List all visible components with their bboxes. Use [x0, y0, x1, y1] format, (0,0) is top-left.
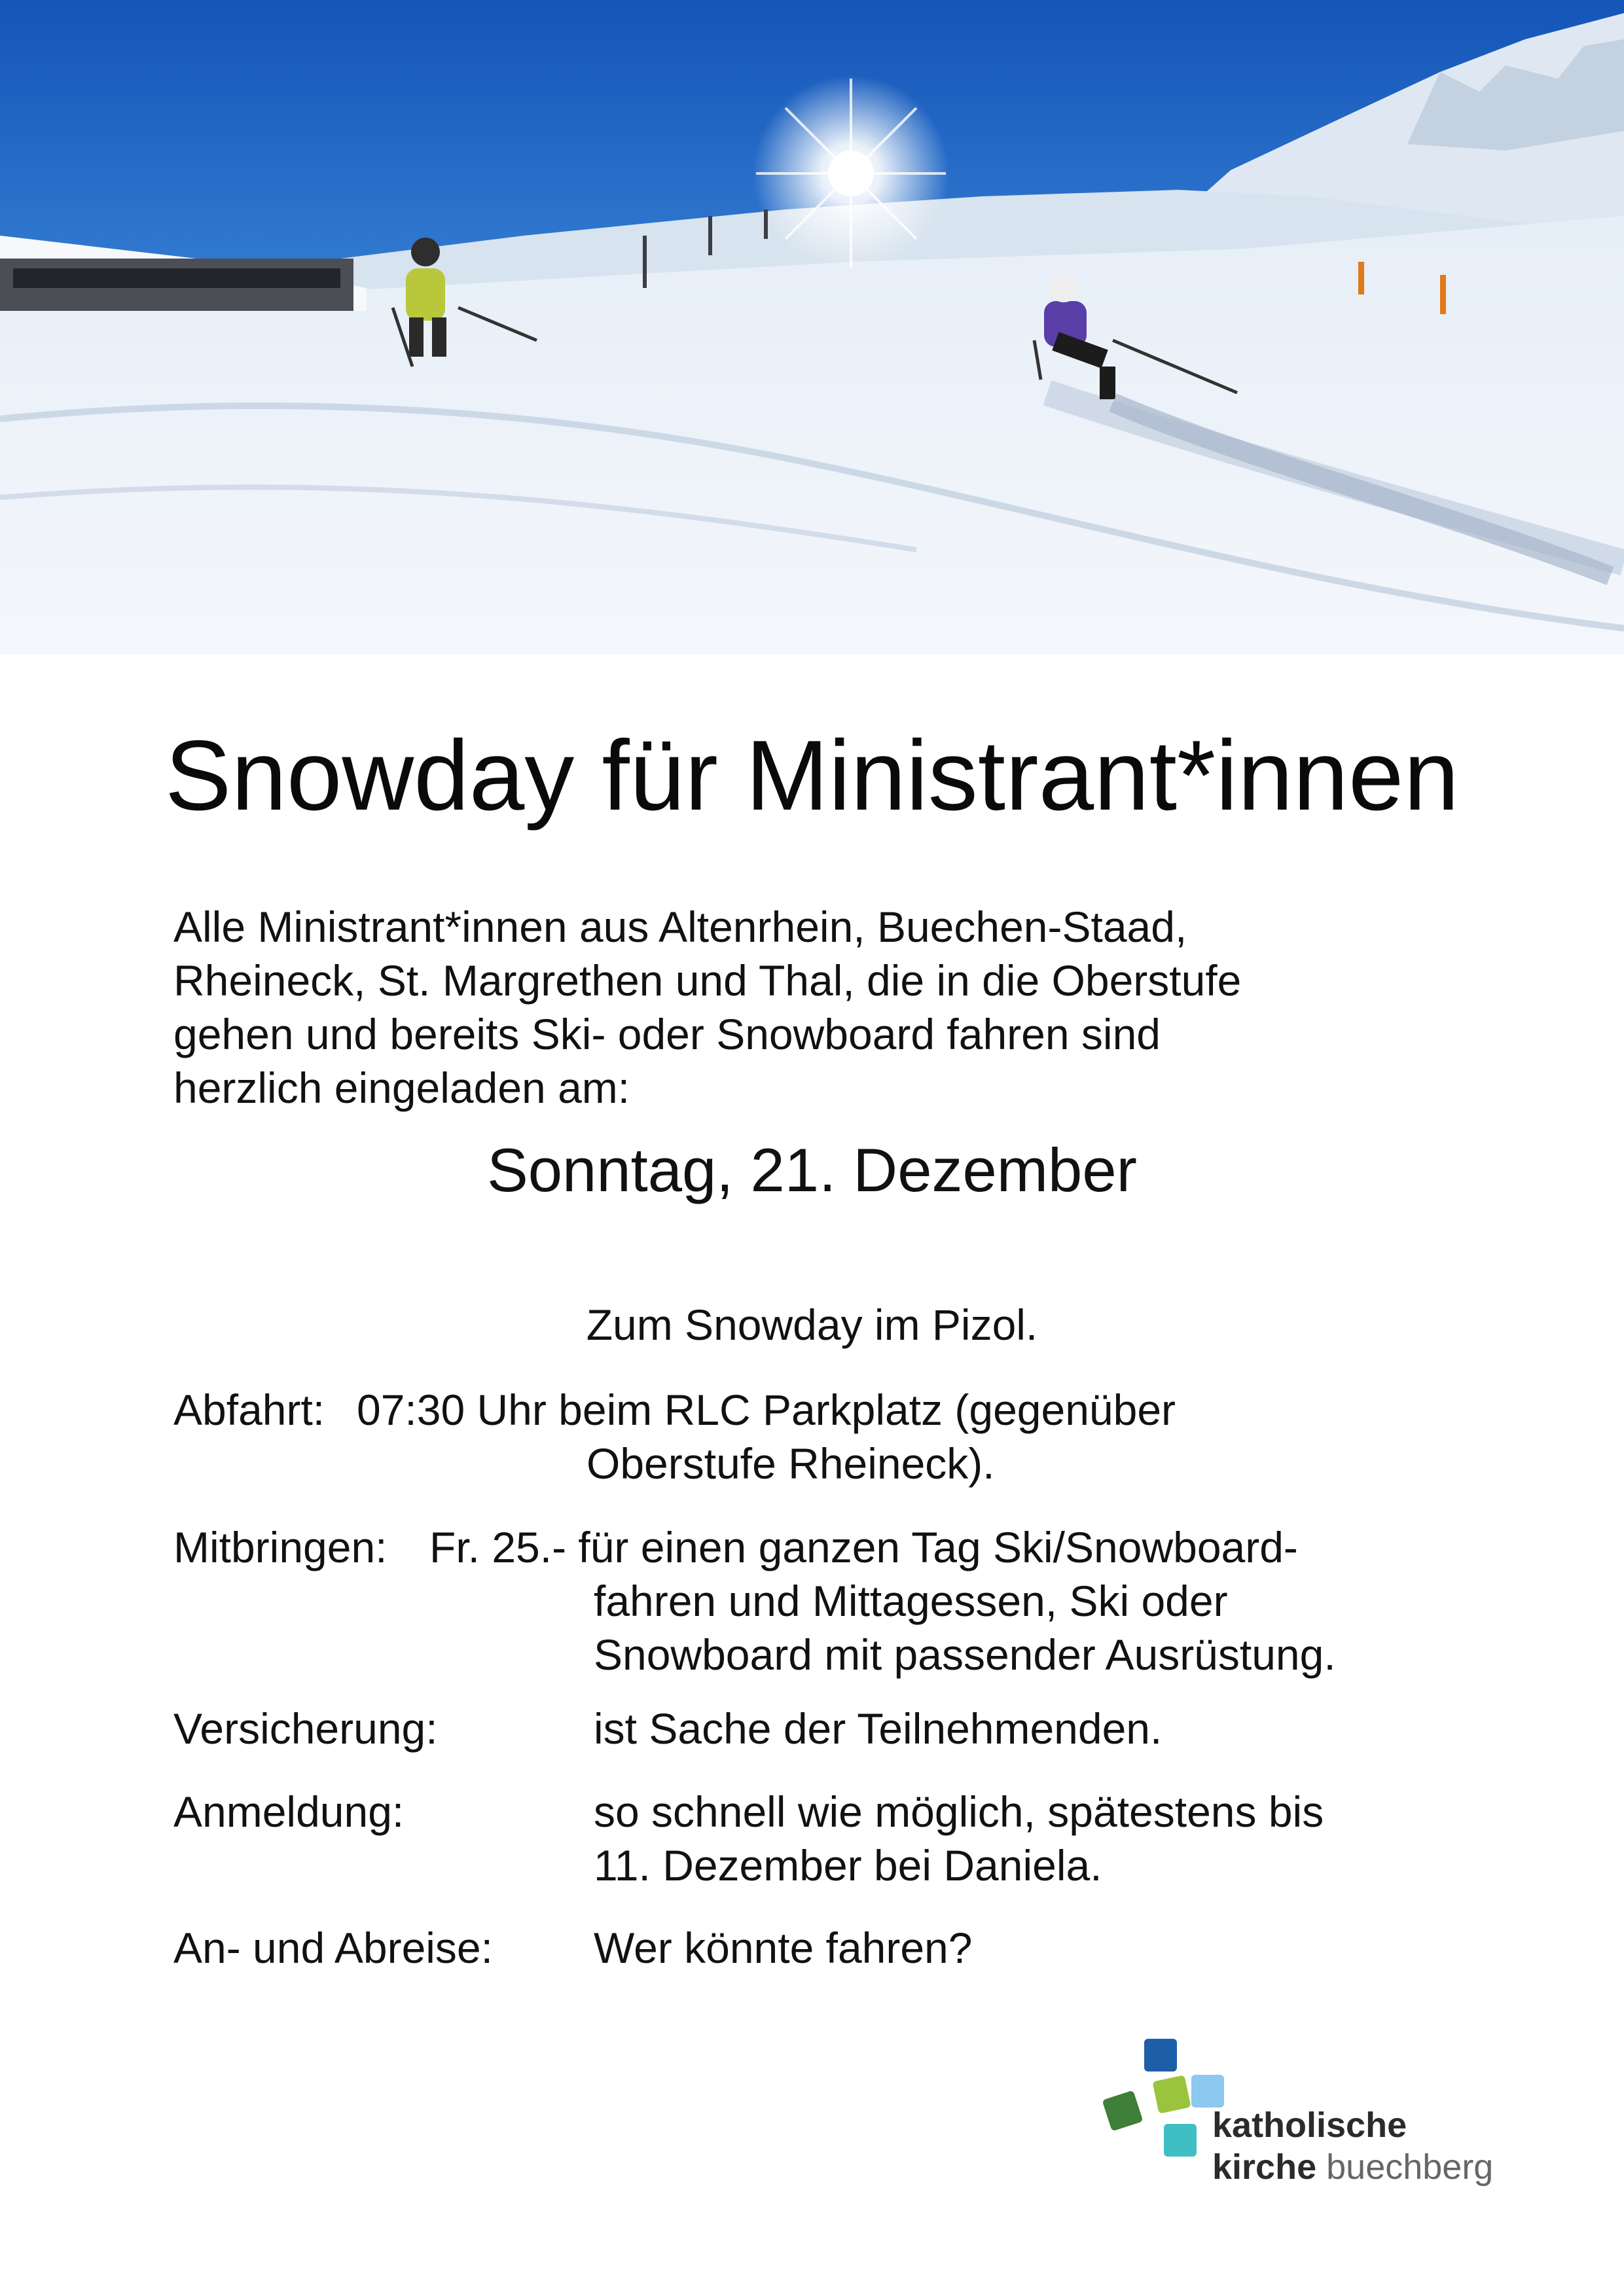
- anmeldung-line1: so schnell wie möglich, spätestens bis: [594, 1787, 1324, 1836]
- anmeldung-line2: 11. Dezember bei Daniela.: [594, 1841, 1102, 1890]
- logo-square-lime: [1152, 2075, 1191, 2113]
- hero-photo: [0, 0, 1624, 655]
- abfahrt-line1: 07:30 Uhr beim RLC Parkplatz (gegenüber: [357, 1386, 1176, 1434]
- event-date: Sonntag, 21. Dezember: [487, 1136, 1137, 1204]
- page-title: Snowday für Ministrant*innen: [164, 720, 1460, 831]
- intro-paragraph: [173, 900, 1483, 1115]
- ski-slope-image: [0, 0, 1624, 655]
- logo-word-buechberg: buechberg: [1326, 2147, 1494, 2187]
- event-lead: Zum Snowday im Pizol.: [586, 1300, 1038, 1349]
- logo-word-kirche: kirche: [1212, 2147, 1317, 2187]
- church-logo: [1106, 2039, 1494, 2209]
- versicherung-label: Versicherung:: [173, 1704, 438, 1753]
- anreise-label: An- und Abreise:: [173, 1924, 493, 1972]
- mitbringen-line3: Snowboard mit passender Ausrüstung.: [594, 1630, 1336, 1679]
- logo-square-blue: [1144, 2039, 1177, 2072]
- abfahrt-line2: Oberstufe Rheineck).: [586, 1439, 995, 1488]
- anreise-value: Wer könnte fahren?: [594, 1924, 973, 1972]
- versicherung-value: ist Sache der Teilnehmenden.: [594, 1704, 1163, 1753]
- logo-square-lightblue: [1191, 2075, 1224, 2108]
- mitbringen-label: Mitbringen:: [173, 1523, 388, 1571]
- abfahrt-label: Abfahrt:: [173, 1386, 325, 1434]
- logo-square-green: [1102, 2090, 1143, 2131]
- logo-word-katholische: katholische: [1212, 2106, 1407, 2145]
- logo-square-teal: [1164, 2124, 1197, 2157]
- mitbringen-line1: Fr. 25.- für einen ganzen Tag Ski/Snowboard-: [429, 1523, 1298, 1571]
- intro-line: Alle Ministrant*innen aus Altenrhein, Buechen-Staad,: [173, 903, 1187, 951]
- logo-wordmark: [1212, 2104, 1493, 2188]
- anmeldung-label: Anmeldung:: [173, 1787, 405, 1836]
- mitbringen-line2: fahren und Mittagessen, Ski oder: [594, 1577, 1228, 1625]
- intro-line: gehen und bereits Ski- oder Snowboard fahren sind: [173, 1010, 1161, 1058]
- intro-line: Rheineck, St. Margrethen und Thal, die in die Oberstufe: [173, 956, 1242, 1005]
- intro-line: herzlich eingeladen am:: [173, 1064, 630, 1112]
